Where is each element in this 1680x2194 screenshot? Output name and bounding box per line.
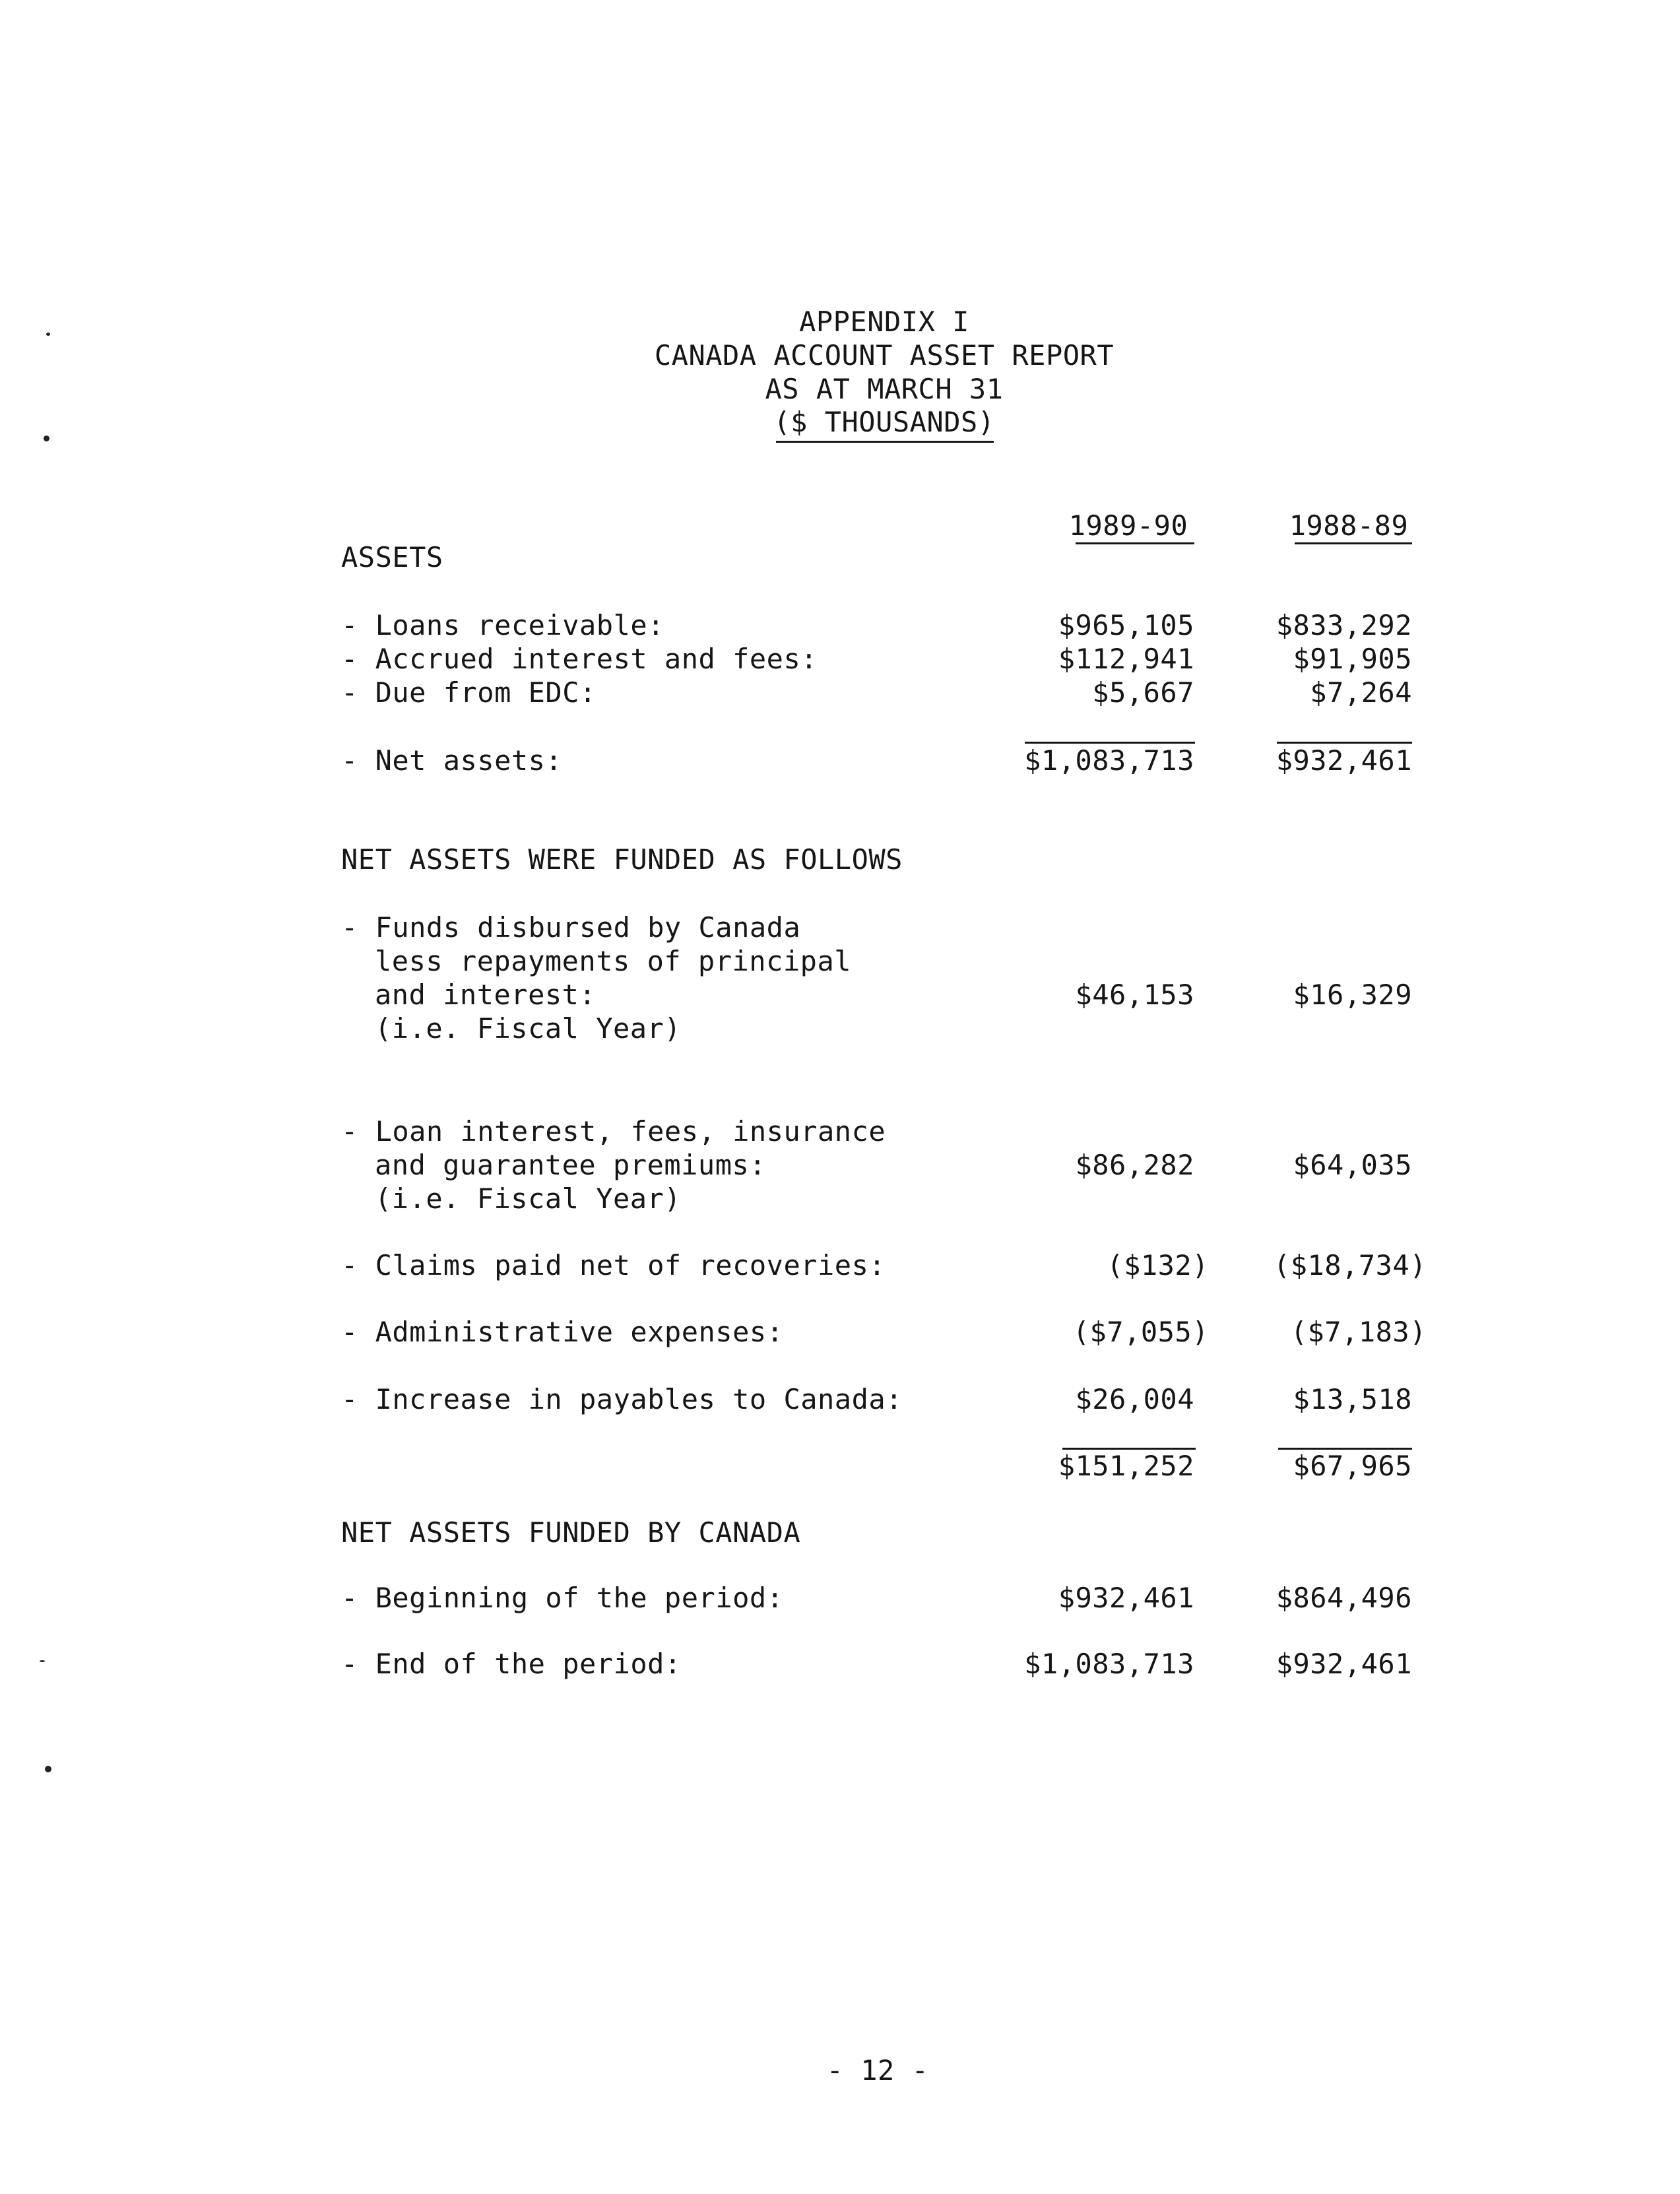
total-1988-89: $67,965 — [1293, 1450, 1412, 1482]
row-label-continued: and guarantee premiums: — [375, 1149, 767, 1181]
column-header-2-underline — [1295, 542, 1412, 544]
value-1989-90: $86,282 — [1075, 1149, 1194, 1181]
value-1989-90: $932,461 — [1058, 1582, 1194, 1614]
row-label-note: (i.e. Fiscal Year) — [375, 1182, 682, 1215]
value-1988-89: ($18,734) — [1273, 1249, 1427, 1281]
report-title: CANADA ACCOUNT ASSET REPORT — [654, 339, 1115, 371]
row-label: - End of the period: — [341, 1648, 682, 1680]
report-date: AS AT MARCH 31 — [765, 373, 1004, 405]
row-label-continued: less repayments of principal — [375, 945, 852, 977]
value-1988-89: ($7,183) — [1290, 1316, 1427, 1348]
row-label: - Administrative expenses: — [341, 1316, 784, 1348]
column-header-1988-89: 1988-89 — [1289, 509, 1409, 542]
scan-speck — [46, 333, 50, 336]
page-number: - 12 - — [826, 2054, 929, 2086]
report-units: ($ THOUSANDS) — [773, 406, 995, 438]
value-1989-90: $46,153 — [1075, 979, 1194, 1011]
value-1989-90: $26,004 — [1075, 1383, 1194, 1415]
value-1989-90: ($7,055) — [1072, 1316, 1209, 1348]
column-header-1-underline — [1076, 542, 1194, 544]
value-1988-89: $864,496 — [1276, 1582, 1412, 1614]
value-1989-90: $965,105 — [1058, 609, 1194, 641]
value-1988-89: $833,292 — [1276, 609, 1412, 641]
scan-speck — [45, 1766, 51, 1772]
row-label: - Funds disbursed by Canada — [341, 911, 801, 944]
value-1988-89: $16,329 — [1293, 979, 1412, 1011]
total-1989-90: $151,252 — [1058, 1450, 1194, 1482]
value-1989-90: ($132) — [1107, 1249, 1209, 1281]
units-underline — [776, 441, 994, 443]
value-1989-90: $112,941 — [1058, 643, 1194, 675]
column-header-1989-90: 1989-90 — [1068, 509, 1188, 542]
funding-section-title: NET ASSETS WERE FUNDED AS FOLLOWS — [341, 843, 903, 876]
value-1988-89: $932,461 — [1276, 744, 1412, 777]
net-assets-rule-2 — [1277, 742, 1412, 744]
row-label: - Loans receivable: — [341, 609, 664, 641]
value-1989-90: $5,667 — [1092, 676, 1194, 709]
value-1988-89: $7,264 — [1310, 676, 1412, 709]
row-label: - Claims paid net of recoveries: — [341, 1249, 886, 1281]
appendix-title: APPENDIX I — [799, 306, 969, 338]
value-1989-90: $1,083,713 — [1024, 744, 1194, 777]
row-label: - Net assets: — [341, 744, 563, 777]
canada-section-title: NET ASSETS FUNDED BY CANADA — [341, 1516, 801, 1549]
row-label-continued: and interest: — [375, 979, 597, 1011]
row-label: - Beginning of the period: — [341, 1582, 784, 1614]
row-label: - Loan interest, fees, insurance — [341, 1115, 886, 1147]
scan-speck — [44, 436, 49, 441]
row-label: - Due from EDC: — [341, 676, 597, 709]
value-1988-89: $64,035 — [1293, 1149, 1412, 1181]
scan-speck — [40, 1660, 45, 1662]
value-1989-90: $1,083,713 — [1024, 1648, 1194, 1680]
net-assets-rule-1 — [1025, 742, 1195, 744]
value-1988-89: $932,461 — [1276, 1648, 1412, 1680]
assets-section-title: ASSETS — [341, 541, 443, 573]
value-1988-89: $13,518 — [1293, 1383, 1412, 1415]
row-label: - Accrued interest and fees: — [341, 643, 818, 675]
row-label-note: (i.e. Fiscal Year) — [375, 1012, 682, 1045]
row-label: - Increase in payables to Canada: — [341, 1383, 903, 1415]
value-1988-89: $91,905 — [1293, 643, 1412, 675]
